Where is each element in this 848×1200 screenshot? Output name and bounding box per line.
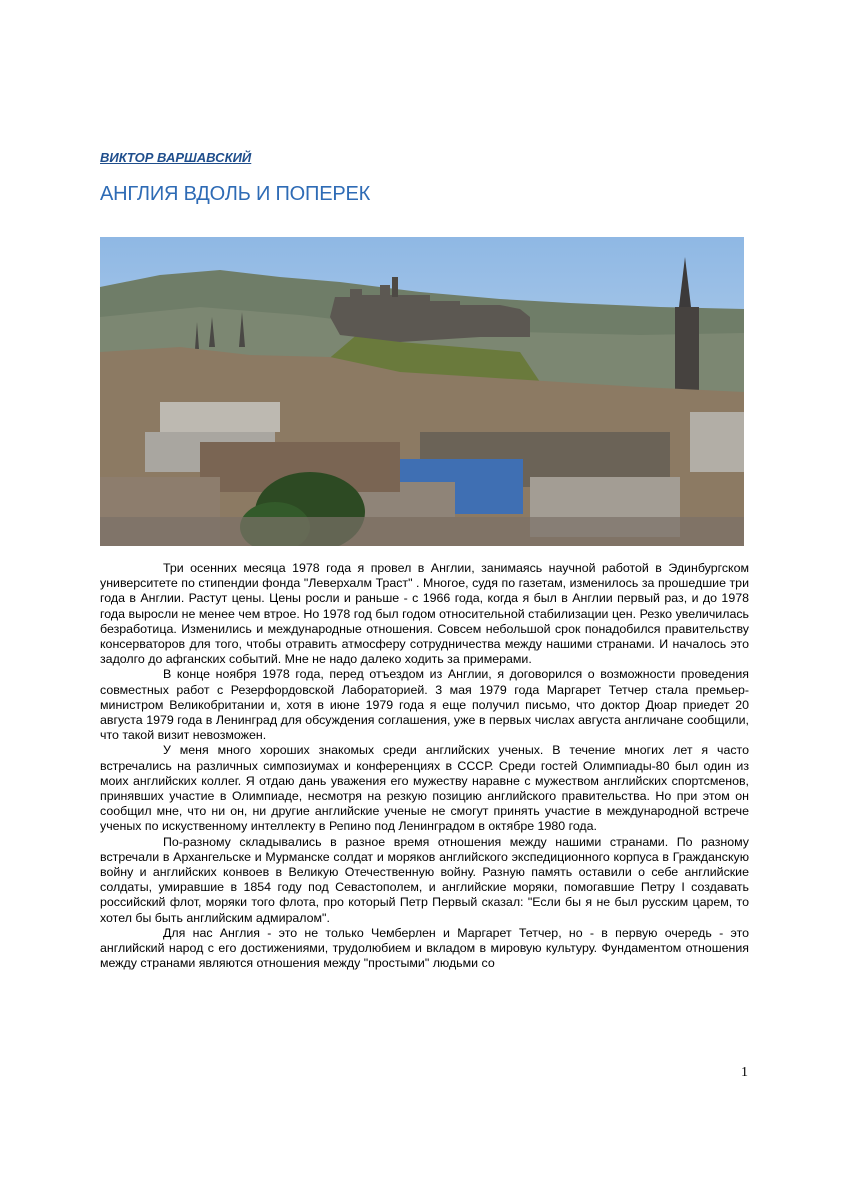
paragraph: Для нас Англия - это не только Чемберлен и Маргарет Тетчер, но - в первую очередь - это английский народ с его достижениями, трудолюбием и вкладом в мировую культуру. Фундаментом отношения между странами являются отношения между "простыми" людьми со [100, 925, 749, 971]
article-title: АНГЛИЯ ВДОЛЬ И ПОПЕРЕК [100, 183, 371, 205]
paragraph: У меня много хороших знакомых среди английских ученых. В течение многих лет я часто встречались на различных симпозиумах и конференциях в СССР. Среди гостей Олимпиады-80 был один из моих английских коллег. Я отдаю дань уважения его мужеству наравне с мужеством английских спортсменов, принявших участие в Олимпиаде, несмотря на резкую позицию английского правительства. Но при этом он сообщил мне, что ни он, ни другие английские ученые не смогут принять участие в международной встрече ученых по искуственному интеллекту в Репино под Ленинградом в октябре 1980 года. [100, 743, 749, 834]
paragraph: Три осенних месяца 1978 года я провел в Англии, занимаясь научной работой в Эдинбургском университете по стипендии фонда "Леверхалм Траст" . Многое, судя по газетам, изменилось за прошедшие три года в Англии. Растут цены. Цены росли и раньше - с 1966 года, когда я был в Англии первый раз, и до 1978 года выросли не менее чем втрое. Но 1978 год был годом относительной стабилизации цен. Резко увеличилась безработица. Изменились и международные отношения. Совсем небольшой срок понадобился правительству консерваторов для того, чтобы отравить атмосферу сотрудничества между нашими странами. И началось это задолго до афганских событий. Мне не надо далеко ходить за примерами. [100, 561, 749, 667]
paragraph: По-разному складывались в разное время отношения между нашими странами. По разному встречали в Архангельске и Мурманске солдат и моряков английского экспедиционного корпуса в Гражданскую войну и английских конвоев в Великую Отечественную войну. Разную память оставили о себе английские солдаты, умиравшие в 1854 году под Севастополем, и английские моряки, помогавшие Петру I создавать российский флот, моряки того флота, про который Петр Первый сказал: "Если бы я не был русским царем, то хотел бы быть английским адмиралом". [100, 834, 749, 925]
author-name: ВИКТОР ВАРШАВСКИЙ [100, 150, 252, 165]
city-photo [100, 237, 744, 546]
paragraph: В конце ноября 1978 года, перед отъездом из Англии, я договорился о возможности проведения совместных работ с Резерфордовской Лабораторией. 3 мая 1979 года Маргарет Тетчер стала премьер-министром Великобритании и, хотя в июне 1979 года я еще получил письмо, что доктор Дюар приедет 20 августа 1979 года в Ленинград для обсуждения соглашения, уже в первых числах августа англичане сообщили, что такой визит невозможен. [100, 667, 749, 743]
edinburgh-skyline-image [100, 237, 744, 546]
page-number: 1 [741, 1065, 748, 1080]
article-body [100, 561, 749, 971]
